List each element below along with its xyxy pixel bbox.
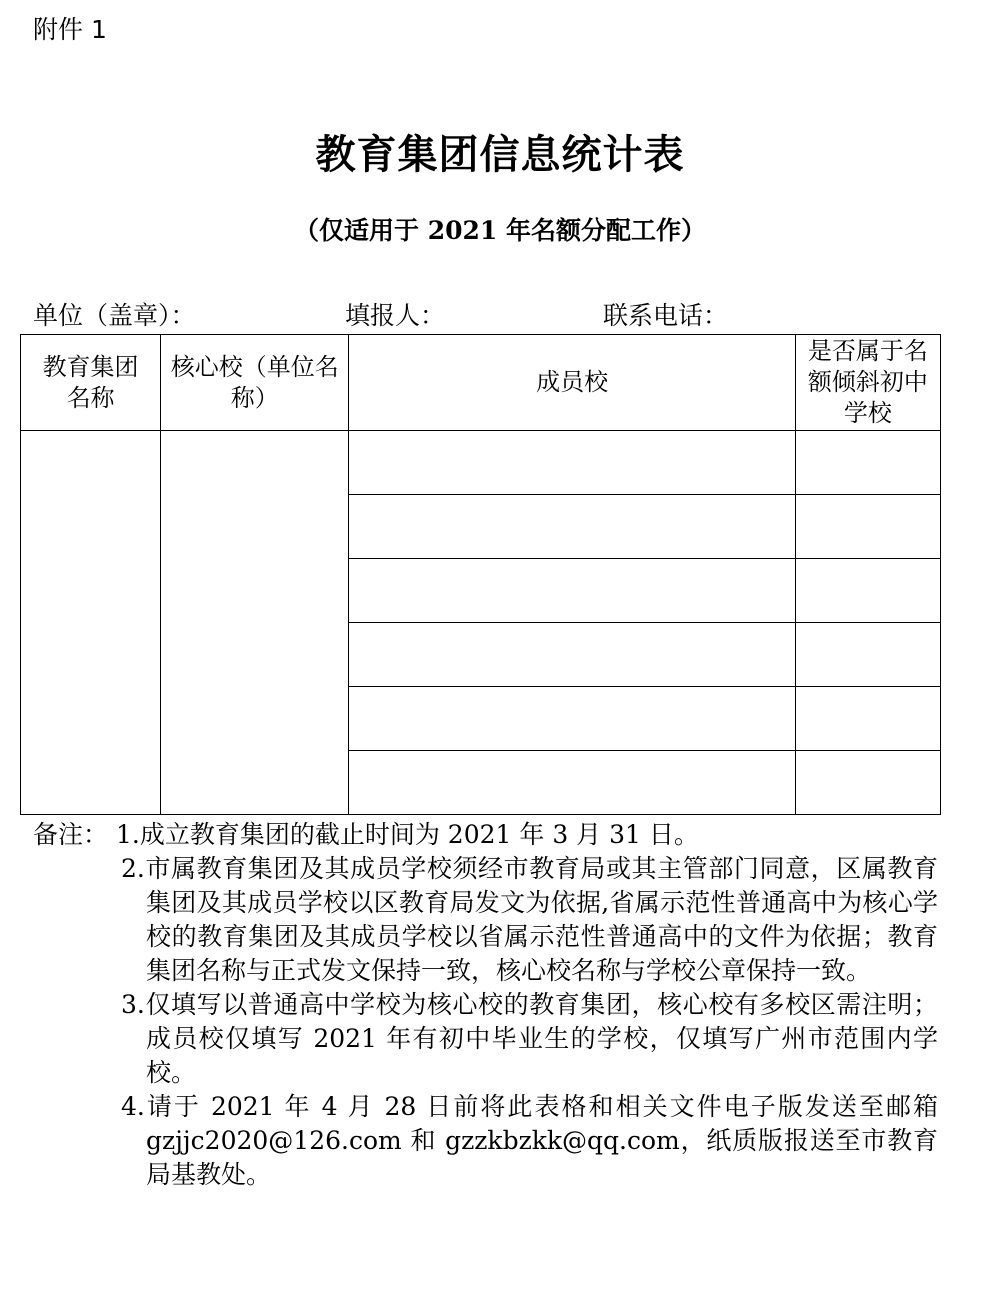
header-member-school: 成员校 xyxy=(349,335,795,431)
header-core-school: 核心校（单位名称） xyxy=(161,335,349,431)
note-item-1 xyxy=(33,818,938,852)
document-title: 教育集团信息统计表 xyxy=(315,131,685,178)
member-school-cell[interactable] xyxy=(349,751,795,815)
phone-label: 联系电话： xyxy=(603,301,729,330)
header-group-name: 教育集团名称 xyxy=(21,335,161,431)
tilt-school-cell[interactable] xyxy=(795,431,940,495)
unit-seal-label: 单位（盖章）： xyxy=(33,301,196,330)
note-item-3: 3.仅填写以普通高中学校为核心校的教育集团，核心校有多校区需注明；成员校仅填写 2021 年有初中毕业生的学校，仅填写广州市范围内学校。 xyxy=(121,990,938,1087)
tilt-school-cell[interactable] xyxy=(795,559,940,623)
member-school-cell[interactable] xyxy=(349,623,795,687)
table-header-row xyxy=(21,335,941,431)
fill-in-line xyxy=(33,300,973,332)
table-row xyxy=(21,431,941,495)
tilt-school-cell[interactable] xyxy=(795,495,940,559)
notes-label: 备注： xyxy=(33,820,109,849)
member-school-cell[interactable] xyxy=(349,431,795,495)
group-name-cell[interactable] xyxy=(21,431,161,815)
notes-section xyxy=(33,818,938,1192)
header-tilt-school: 是否属于名额倾斜初中学校 xyxy=(795,335,940,431)
member-school-cell[interactable] xyxy=(349,495,795,559)
info-table xyxy=(20,334,941,815)
attachment-label: 附件 1 xyxy=(33,15,107,44)
note-item-2: 2.市属教育集团及其成员学校须经市教育局或其主管部门同意，区属教育集团及其成员学校以区教育局发文为依据,省属示范性普通高中为核心学校的教育集团及其成员学校以省属示范性普通高中的文件为依据；教育集团名称与正式发文保持一致，核心校名称与学校公章保持一致。 xyxy=(121,854,938,985)
tilt-school-cell[interactable] xyxy=(795,751,940,815)
core-school-cell[interactable] xyxy=(161,431,349,815)
document-subtitle: （仅适用于 2021 年名额分配工作） xyxy=(294,216,706,245)
tilt-school-cell[interactable] xyxy=(795,687,940,751)
filler-label: 填报人： xyxy=(345,301,446,330)
member-school-cell[interactable] xyxy=(349,559,795,623)
tilt-school-cell[interactable] xyxy=(795,623,940,687)
note-item-4: 4.请于 2021 年 4 月 28 日前将此表格和相关文件电子版发送至邮箱 gzjjc2020@126.com 和 gzzkbzkk@qq.com，纸质版报送至市教育局基教处。 xyxy=(121,1092,938,1189)
note-text: 1.成立教育集团的截止时间为 2021 年 3 月 31 日。 xyxy=(116,820,699,849)
member-school-cell[interactable] xyxy=(349,687,795,751)
